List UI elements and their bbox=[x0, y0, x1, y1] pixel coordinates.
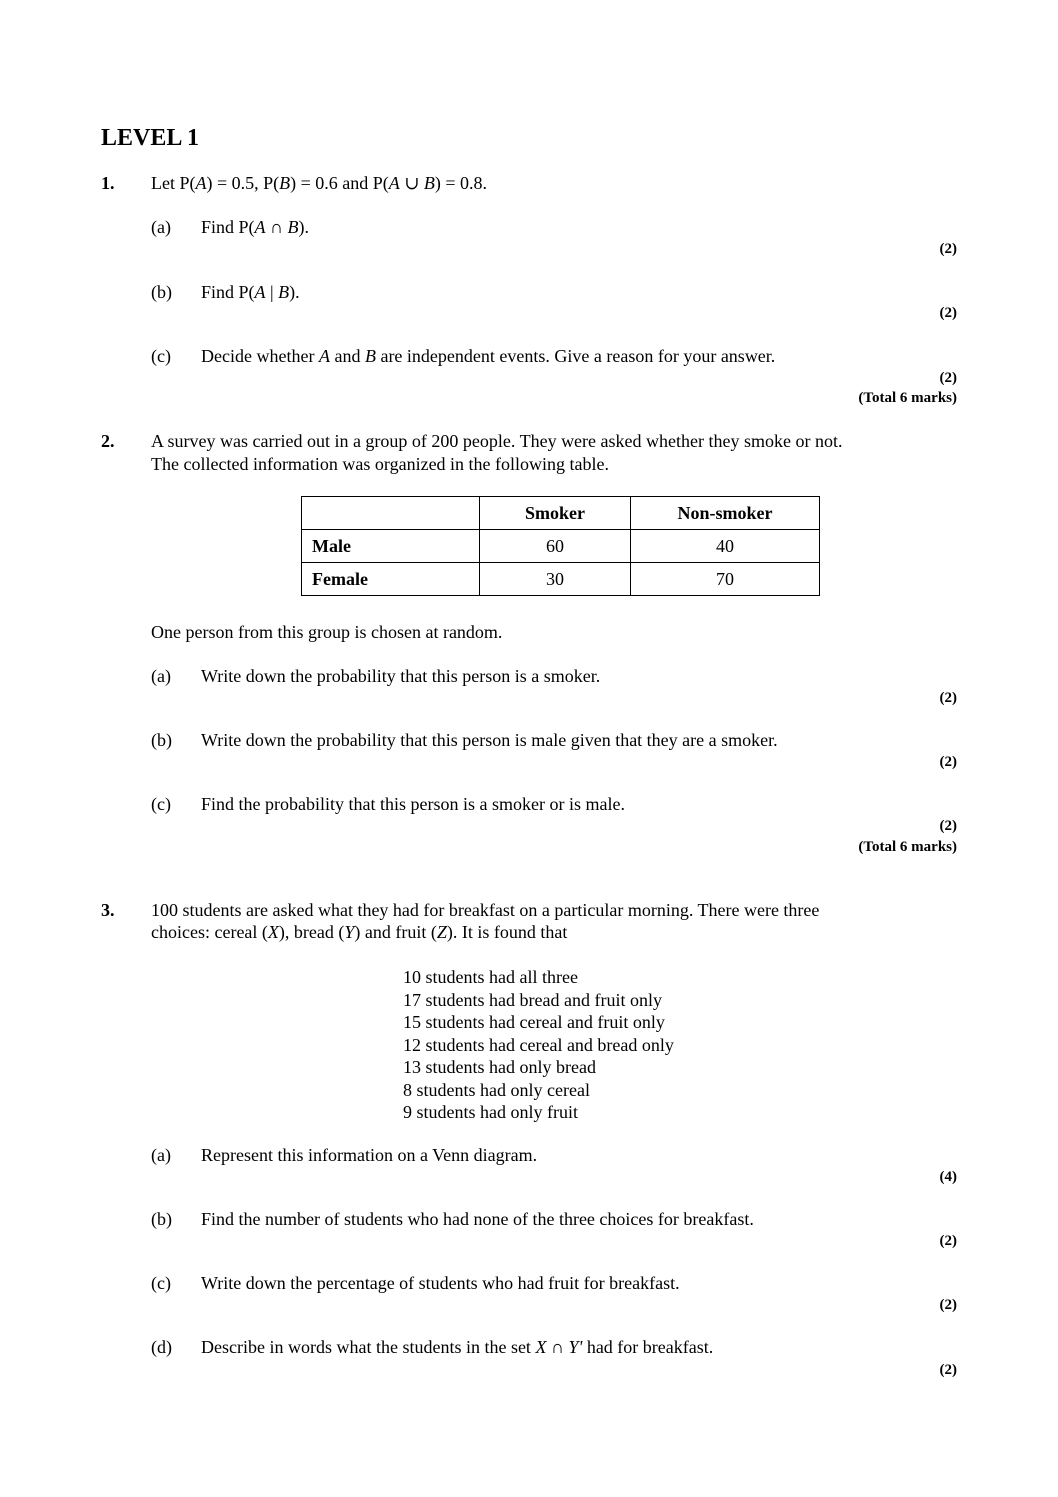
page-heading: LEVEL 1 bbox=[101, 125, 200, 151]
question-1a-text: Find P(A ∩ B). bbox=[201, 217, 310, 237]
table-row-label: Female bbox=[302, 563, 480, 596]
question-1c-label: (c) bbox=[151, 346, 171, 366]
question-2c-marks: (2) bbox=[939, 818, 957, 834]
question-2-stem-line-2: The collected information was organized in the following table. bbox=[151, 454, 610, 474]
question-1-total-marks: (Total 6 marks) bbox=[858, 390, 957, 406]
question-2c-text: Find the probability that this person is a smoker or is male. bbox=[201, 794, 625, 814]
question-2-intro: One person from this group is chosen at random. bbox=[151, 622, 503, 642]
question-3-stem-line-1: 100 students are asked what they had for breakfast on a particular morning. There were three bbox=[151, 900, 820, 920]
question-1-number: 1. bbox=[101, 173, 115, 193]
list-item: 10 students had all three bbox=[403, 967, 578, 987]
list-item: 17 students had bread and fruit only bbox=[403, 989, 662, 1010]
question-2b-marks: (2) bbox=[939, 754, 957, 770]
table-cell: 70 bbox=[631, 563, 820, 596]
table-header-cell: Non-smoker bbox=[631, 497, 820, 530]
table-header-row bbox=[302, 497, 820, 530]
list-item: 12 students had cereal and bread only bbox=[403, 1034, 674, 1055]
question-3b-text: Find the number of students who had none of the three choices for breakfast. bbox=[201, 1209, 754, 1229]
question-1c-marks: (2) bbox=[939, 370, 957, 386]
question-3c-label: (c) bbox=[151, 1273, 171, 1293]
question-2a-text: Write down the probability that this person is a smoker. bbox=[201, 666, 601, 686]
survey-table bbox=[301, 496, 820, 596]
table-row-label: Male bbox=[302, 530, 480, 563]
question-2c-label: (c) bbox=[151, 794, 171, 814]
question-3-number: 3. bbox=[101, 900, 115, 920]
table-header-cell: Smoker bbox=[480, 497, 631, 530]
question-3a-text: Represent this information on a Venn diagram. bbox=[201, 1145, 538, 1165]
question-3a-label: (a) bbox=[151, 1145, 171, 1165]
question-1b-text: Find P(A | B). bbox=[201, 282, 300, 302]
question-2-total-marks: (Total 6 marks) bbox=[858, 839, 957, 855]
breakfast-facts-list bbox=[403, 966, 674, 1124]
question-3b-label: (b) bbox=[151, 1209, 172, 1229]
table-cell: 30 bbox=[480, 563, 631, 596]
question-2a-marks: (2) bbox=[939, 690, 957, 706]
question-3c-marks: (2) bbox=[939, 1297, 957, 1313]
question-1b-marks: (2) bbox=[939, 305, 957, 321]
question-1b-label: (b) bbox=[151, 282, 172, 302]
question-3a-marks: (4) bbox=[939, 1169, 957, 1185]
list-item: 9 students had only fruit bbox=[403, 1102, 578, 1122]
question-3-stem-line-2: choices: cereal (X), bread (Y) and fruit (Z). It is found that bbox=[151, 922, 568, 942]
table-row bbox=[302, 530, 820, 563]
list-item: 13 students had only bread bbox=[403, 1057, 596, 1077]
question-1a-label: (a) bbox=[151, 217, 171, 237]
list-item: 15 students had cereal and fruit only bbox=[403, 1012, 665, 1032]
question-3d-marks: (2) bbox=[939, 1362, 957, 1378]
question-3d-text: Describe in words what the students in the set X ∩ Y' had for breakfast. bbox=[201, 1337, 714, 1357]
question-1a-marks: (2) bbox=[939, 241, 957, 257]
question-3b-marks: (2) bbox=[939, 1233, 957, 1249]
table-row bbox=[302, 563, 820, 596]
question-2-stem-line-1: A survey was carried out in a group of 200 people. They were asked whether they smoke or not. bbox=[151, 431, 843, 451]
question-1-stem: Let P(A) = 0.5, P(B) = 0.6 and P(A ∪ B) = 0.8. bbox=[151, 173, 488, 193]
question-2b-label: (b) bbox=[151, 730, 172, 750]
table-cell: 40 bbox=[631, 530, 820, 563]
question-2-number: 2. bbox=[101, 431, 115, 451]
question-2a-label: (a) bbox=[151, 666, 171, 686]
list-item: 8 students had only cereal bbox=[403, 1079, 590, 1100]
question-3c-text: Write down the percentage of students who had fruit for breakfast. bbox=[201, 1273, 680, 1293]
question-3d-label: (d) bbox=[151, 1337, 172, 1357]
question-2b-text: Write down the probability that this person is male given that they are a smoker. bbox=[201, 730, 778, 750]
table-cell: 60 bbox=[480, 530, 631, 563]
table-header-cell bbox=[302, 497, 480, 530]
question-1c-text: Decide whether A and B are independent events. Give a reason for your answer. bbox=[201, 346, 776, 366]
